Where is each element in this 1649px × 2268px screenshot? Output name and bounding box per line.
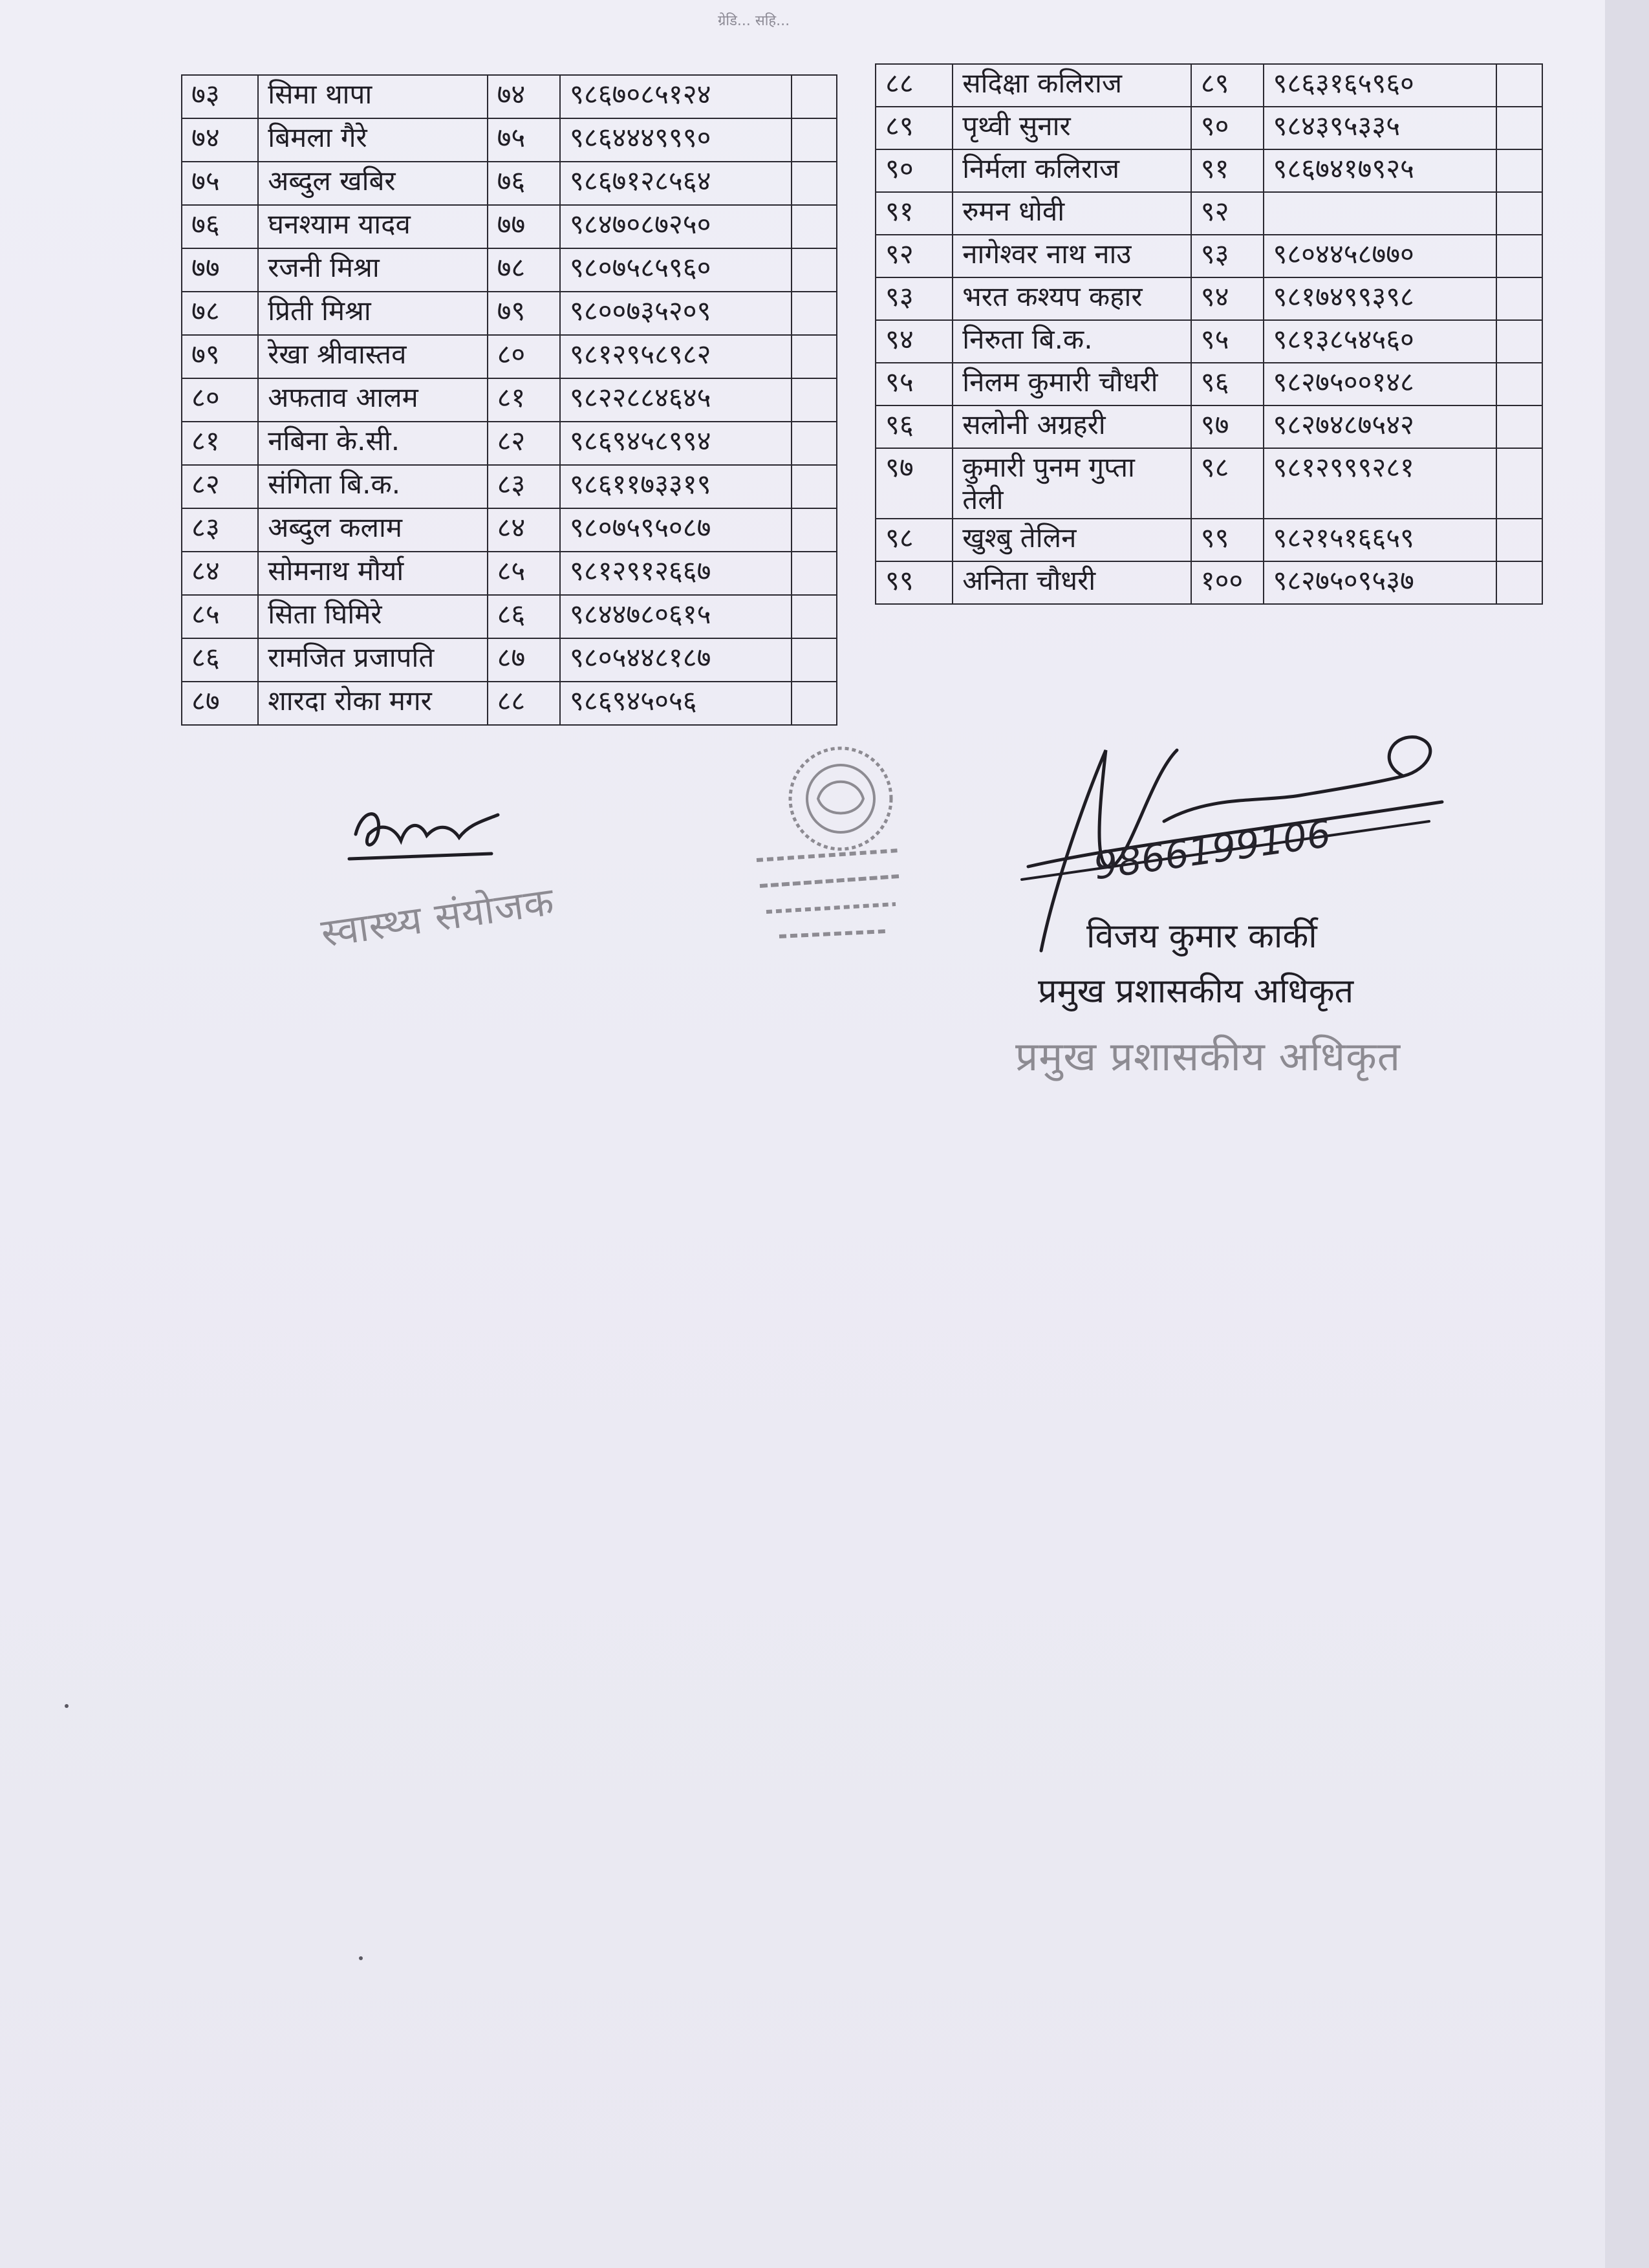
- blank-cell: [792, 118, 837, 162]
- name-cell: घनश्याम यादव: [258, 205, 487, 248]
- name-cell: सलोनी अग्रहरी: [953, 405, 1191, 448]
- blank-cell: [792, 682, 837, 725]
- serial-number-cell: ७३: [182, 75, 258, 118]
- blank-cell: [1496, 448, 1542, 519]
- entry-number-cell: ९४: [1191, 277, 1264, 320]
- table-row: [182, 595, 837, 638]
- name-cell: अब्दुल कलाम: [258, 508, 487, 552]
- phone-number-cell: ९८६७०८५१२४: [560, 75, 792, 118]
- table-row: [182, 682, 837, 725]
- entry-number-cell: ८९: [1191, 64, 1264, 107]
- name-cell: निलम कुमारी चौधरी: [953, 363, 1191, 405]
- blank-cell: [792, 552, 837, 595]
- blank-cell: [1496, 519, 1542, 561]
- blank-cell: [1496, 149, 1542, 192]
- entry-number-cell: ९८: [1191, 448, 1264, 519]
- table-row: [182, 638, 837, 682]
- entry-number-cell: ८६: [488, 595, 560, 638]
- table-row: [182, 292, 837, 335]
- serial-number-cell: ८६: [182, 638, 258, 682]
- phone-number-cell: ९८६११७३३१९: [560, 465, 792, 508]
- table-row: [876, 519, 1542, 561]
- contact-table-right-body: [876, 64, 1542, 604]
- name-cell: रुमन धोवी: [953, 192, 1191, 235]
- table-row: [182, 508, 837, 552]
- phone-number-cell: ९८१२९९९२८१: [1264, 448, 1496, 519]
- blank-cell: [792, 75, 837, 118]
- blank-cell: [1496, 192, 1542, 235]
- phone-number-cell: [1264, 192, 1496, 235]
- entry-number-cell: ९५: [1191, 320, 1264, 363]
- name-cell: सोमनाथ मौर्या: [258, 552, 487, 595]
- name-cell: भरत कश्यप कहार: [953, 277, 1191, 320]
- table-row: [182, 378, 837, 422]
- table-row: [876, 320, 1542, 363]
- blank-cell: [1496, 363, 1542, 405]
- phone-number-cell: ९८१२९५८९८२: [560, 335, 792, 378]
- name-cell: निर्मला कलिराज: [953, 149, 1191, 192]
- entry-number-cell: ९६: [1191, 363, 1264, 405]
- paper-speck: [65, 1704, 69, 1708]
- serial-number-cell: ८३: [182, 508, 258, 552]
- table-row: [182, 162, 837, 205]
- serial-number-cell: ८०: [182, 378, 258, 422]
- blank-cell: [792, 638, 837, 682]
- serial-number-cell: ८४: [182, 552, 258, 595]
- entry-number-cell: ८०: [488, 335, 560, 378]
- name-cell: नबिना के.सी.: [258, 422, 487, 465]
- blank-cell: [1496, 107, 1542, 149]
- name-cell: कुमारी पुनम गुप्ता तेली: [953, 448, 1191, 519]
- entry-number-cell: ७९: [488, 292, 560, 335]
- serial-number-cell: ९७: [876, 448, 953, 519]
- phone-number-cell: ९८०४४५८७७०: [1264, 235, 1496, 277]
- entry-number-cell: ९३: [1191, 235, 1264, 277]
- table-row: [876, 64, 1542, 107]
- serial-number-cell: ७४: [182, 118, 258, 162]
- serial-number-cell: ८५: [182, 595, 258, 638]
- table-row: [876, 235, 1542, 277]
- blank-cell: [792, 422, 837, 465]
- name-cell: सिमा थापा: [258, 75, 487, 118]
- phone-number-cell: ९८२७५०९५३७: [1264, 561, 1496, 604]
- name-cell: पृथ्वी सुनार: [953, 107, 1191, 149]
- phone-number-cell: ९८०७५९५०८७: [560, 508, 792, 552]
- name-cell: प्रिती मिश्रा: [258, 292, 487, 335]
- entry-number-cell: ८४: [488, 508, 560, 552]
- phone-number-cell: ९८००७३५२०९: [560, 292, 792, 335]
- serial-number-cell: ९६: [876, 405, 953, 448]
- phone-number-cell: ९८१७४९९३९८: [1264, 277, 1496, 320]
- blank-cell: [792, 335, 837, 378]
- blank-cell: [792, 465, 837, 508]
- name-cell: निरुता बि.क.: [953, 320, 1191, 363]
- contact-table-left: [181, 74, 837, 726]
- table-row: [182, 465, 837, 508]
- serial-number-cell: ९९: [876, 561, 953, 604]
- entry-number-cell: ८७: [488, 638, 560, 682]
- phone-number-cell: ९८२२८८४६४५: [560, 378, 792, 422]
- table-row: [876, 149, 1542, 192]
- table-row: [876, 107, 1542, 149]
- serial-number-cell: ८२: [182, 465, 258, 508]
- name-cell: अफताव आलम: [258, 378, 487, 422]
- table-row: [182, 75, 837, 118]
- entry-number-cell: ७८: [488, 248, 560, 292]
- serial-number-cell: ७५: [182, 162, 258, 205]
- handwritten-phone-number: 9866199106: [1091, 811, 1333, 889]
- paper-edge: [1605, 0, 1649, 2268]
- table-row: [876, 405, 1542, 448]
- serial-number-cell: ७९: [182, 335, 258, 378]
- name-cell: रामजित प्रजापति: [258, 638, 487, 682]
- table-row: [182, 118, 837, 162]
- phone-number-cell: ९८०७५८५९६०: [560, 248, 792, 292]
- serial-number-cell: ९५: [876, 363, 953, 405]
- serial-number-cell: ८१: [182, 422, 258, 465]
- entry-number-cell: ८३: [488, 465, 560, 508]
- signatory-title: प्रमुख प्रशासकीय अधिकृत: [1038, 972, 1354, 1011]
- name-cell: रजनी मिश्रा: [258, 248, 487, 292]
- phone-number-cell: ९८१२९१२६६७: [560, 552, 792, 595]
- entry-number-cell: ९२: [1191, 192, 1264, 235]
- paper-speck: [359, 1956, 363, 1960]
- blank-cell: [792, 205, 837, 248]
- entry-number-cell: ९७: [1191, 405, 1264, 448]
- name-cell: अब्दुल खबिर: [258, 162, 487, 205]
- serial-number-cell: ९४: [876, 320, 953, 363]
- name-cell: नागेश्वर नाथ नाउ: [953, 235, 1191, 277]
- entry-number-cell: ७४: [488, 75, 560, 118]
- phone-number-cell: ९८०५४४८१८७: [560, 638, 792, 682]
- serial-number-cell: ९०: [876, 149, 953, 192]
- table-row: [876, 363, 1542, 405]
- blank-cell: [1496, 64, 1542, 107]
- signatory-stamp: प्रमुख प्रशासकीय अधिकृत: [1015, 1033, 1401, 1080]
- table-row: [182, 335, 837, 378]
- phone-number-cell: ९८६९४५०५६: [560, 682, 792, 725]
- name-cell: अनिता चौधरी: [953, 561, 1191, 604]
- entry-number-cell: ८२: [488, 422, 560, 465]
- blank-cell: [1496, 277, 1542, 320]
- phone-number-cell: ९८१३८५४५६०: [1264, 320, 1496, 363]
- blank-cell: [792, 248, 837, 292]
- signatory-name: विजय कुमार कार्की: [1086, 917, 1317, 956]
- table-row: [876, 561, 1542, 604]
- table-row: [182, 248, 837, 292]
- office-seal: [744, 737, 912, 970]
- phone-number-cell: ९८४७०८७२५०: [560, 205, 792, 248]
- phone-number-cell: ९८६३१६५९६०: [1264, 64, 1496, 107]
- serial-number-cell: ७७: [182, 248, 258, 292]
- top-scribble: ग्रेडि... सहि...: [718, 13, 790, 29]
- table-row: [876, 277, 1542, 320]
- blank-cell: [792, 292, 837, 335]
- phone-number-cell: ९८६७१२८५६४: [560, 162, 792, 205]
- table-row: [876, 192, 1542, 235]
- serial-number-cell: ९८: [876, 519, 953, 561]
- entry-number-cell: ९९: [1191, 519, 1264, 561]
- blank-cell: [792, 508, 837, 552]
- blank-cell: [1496, 405, 1542, 448]
- blank-cell: [1496, 320, 1542, 363]
- name-cell: सिता घिमिरे: [258, 595, 487, 638]
- entry-number-cell: ८८: [488, 682, 560, 725]
- serial-number-cell: ८७: [182, 682, 258, 725]
- entry-number-cell: ७५: [488, 118, 560, 162]
- serial-number-cell: ७६: [182, 205, 258, 248]
- blank-cell: [792, 595, 837, 638]
- contact-table-left-body: [182, 75, 837, 725]
- serial-number-cell: ८९: [876, 107, 953, 149]
- phone-number-cell: ९८४३९५३३५: [1264, 107, 1496, 149]
- name-cell: खुश्बु तेलिन: [953, 519, 1191, 561]
- name-cell: शारदा रोका मगर: [258, 682, 487, 725]
- entry-number-cell: १००: [1191, 561, 1264, 604]
- phone-number-cell: ९८२७४८७५४२: [1264, 405, 1496, 448]
- serial-number-cell: ९१: [876, 192, 953, 235]
- entry-number-cell: ७७: [488, 205, 560, 248]
- entry-number-cell: ८१: [488, 378, 560, 422]
- entry-number-cell: ९१: [1191, 149, 1264, 192]
- name-cell: बिमला गैरे: [258, 118, 487, 162]
- blank-cell: [792, 378, 837, 422]
- blank-cell: [792, 162, 837, 205]
- phone-number-cell: ९८२१५१६६५९: [1264, 519, 1496, 561]
- blank-cell: [1496, 561, 1542, 604]
- phone-number-cell: ९८६७४१७९२५: [1264, 149, 1496, 192]
- entry-number-cell: ७६: [488, 162, 560, 205]
- serial-number-cell: ७८: [182, 292, 258, 335]
- table-row: [182, 422, 837, 465]
- contact-table-right: [875, 63, 1543, 605]
- phone-number-cell: ९८६४४४९९९०: [560, 118, 792, 162]
- serial-number-cell: ९३: [876, 277, 953, 320]
- entry-number-cell: ९०: [1191, 107, 1264, 149]
- serial-number-cell: ९२: [876, 235, 953, 277]
- phone-number-cell: ९८६९४५८९९४: [560, 422, 792, 465]
- phone-number-cell: ९८२७५००१४८: [1264, 363, 1496, 405]
- name-cell: संगिता बि.क.: [258, 465, 487, 508]
- blank-cell: [1496, 235, 1542, 277]
- name-cell: रेखा श्रीवास्तव: [258, 335, 487, 378]
- table-row: [876, 448, 1542, 519]
- table-row: [182, 552, 837, 595]
- left-signature-stamp: स्वास्थ्य संयोजक: [318, 879, 557, 956]
- table-row: [182, 205, 837, 248]
- name-cell: सदिक्षा कलिराज: [953, 64, 1191, 107]
- phone-number-cell: ९८४४७८०६१५: [560, 595, 792, 638]
- entry-number-cell: ८५: [488, 552, 560, 595]
- serial-number-cell: ८८: [876, 64, 953, 107]
